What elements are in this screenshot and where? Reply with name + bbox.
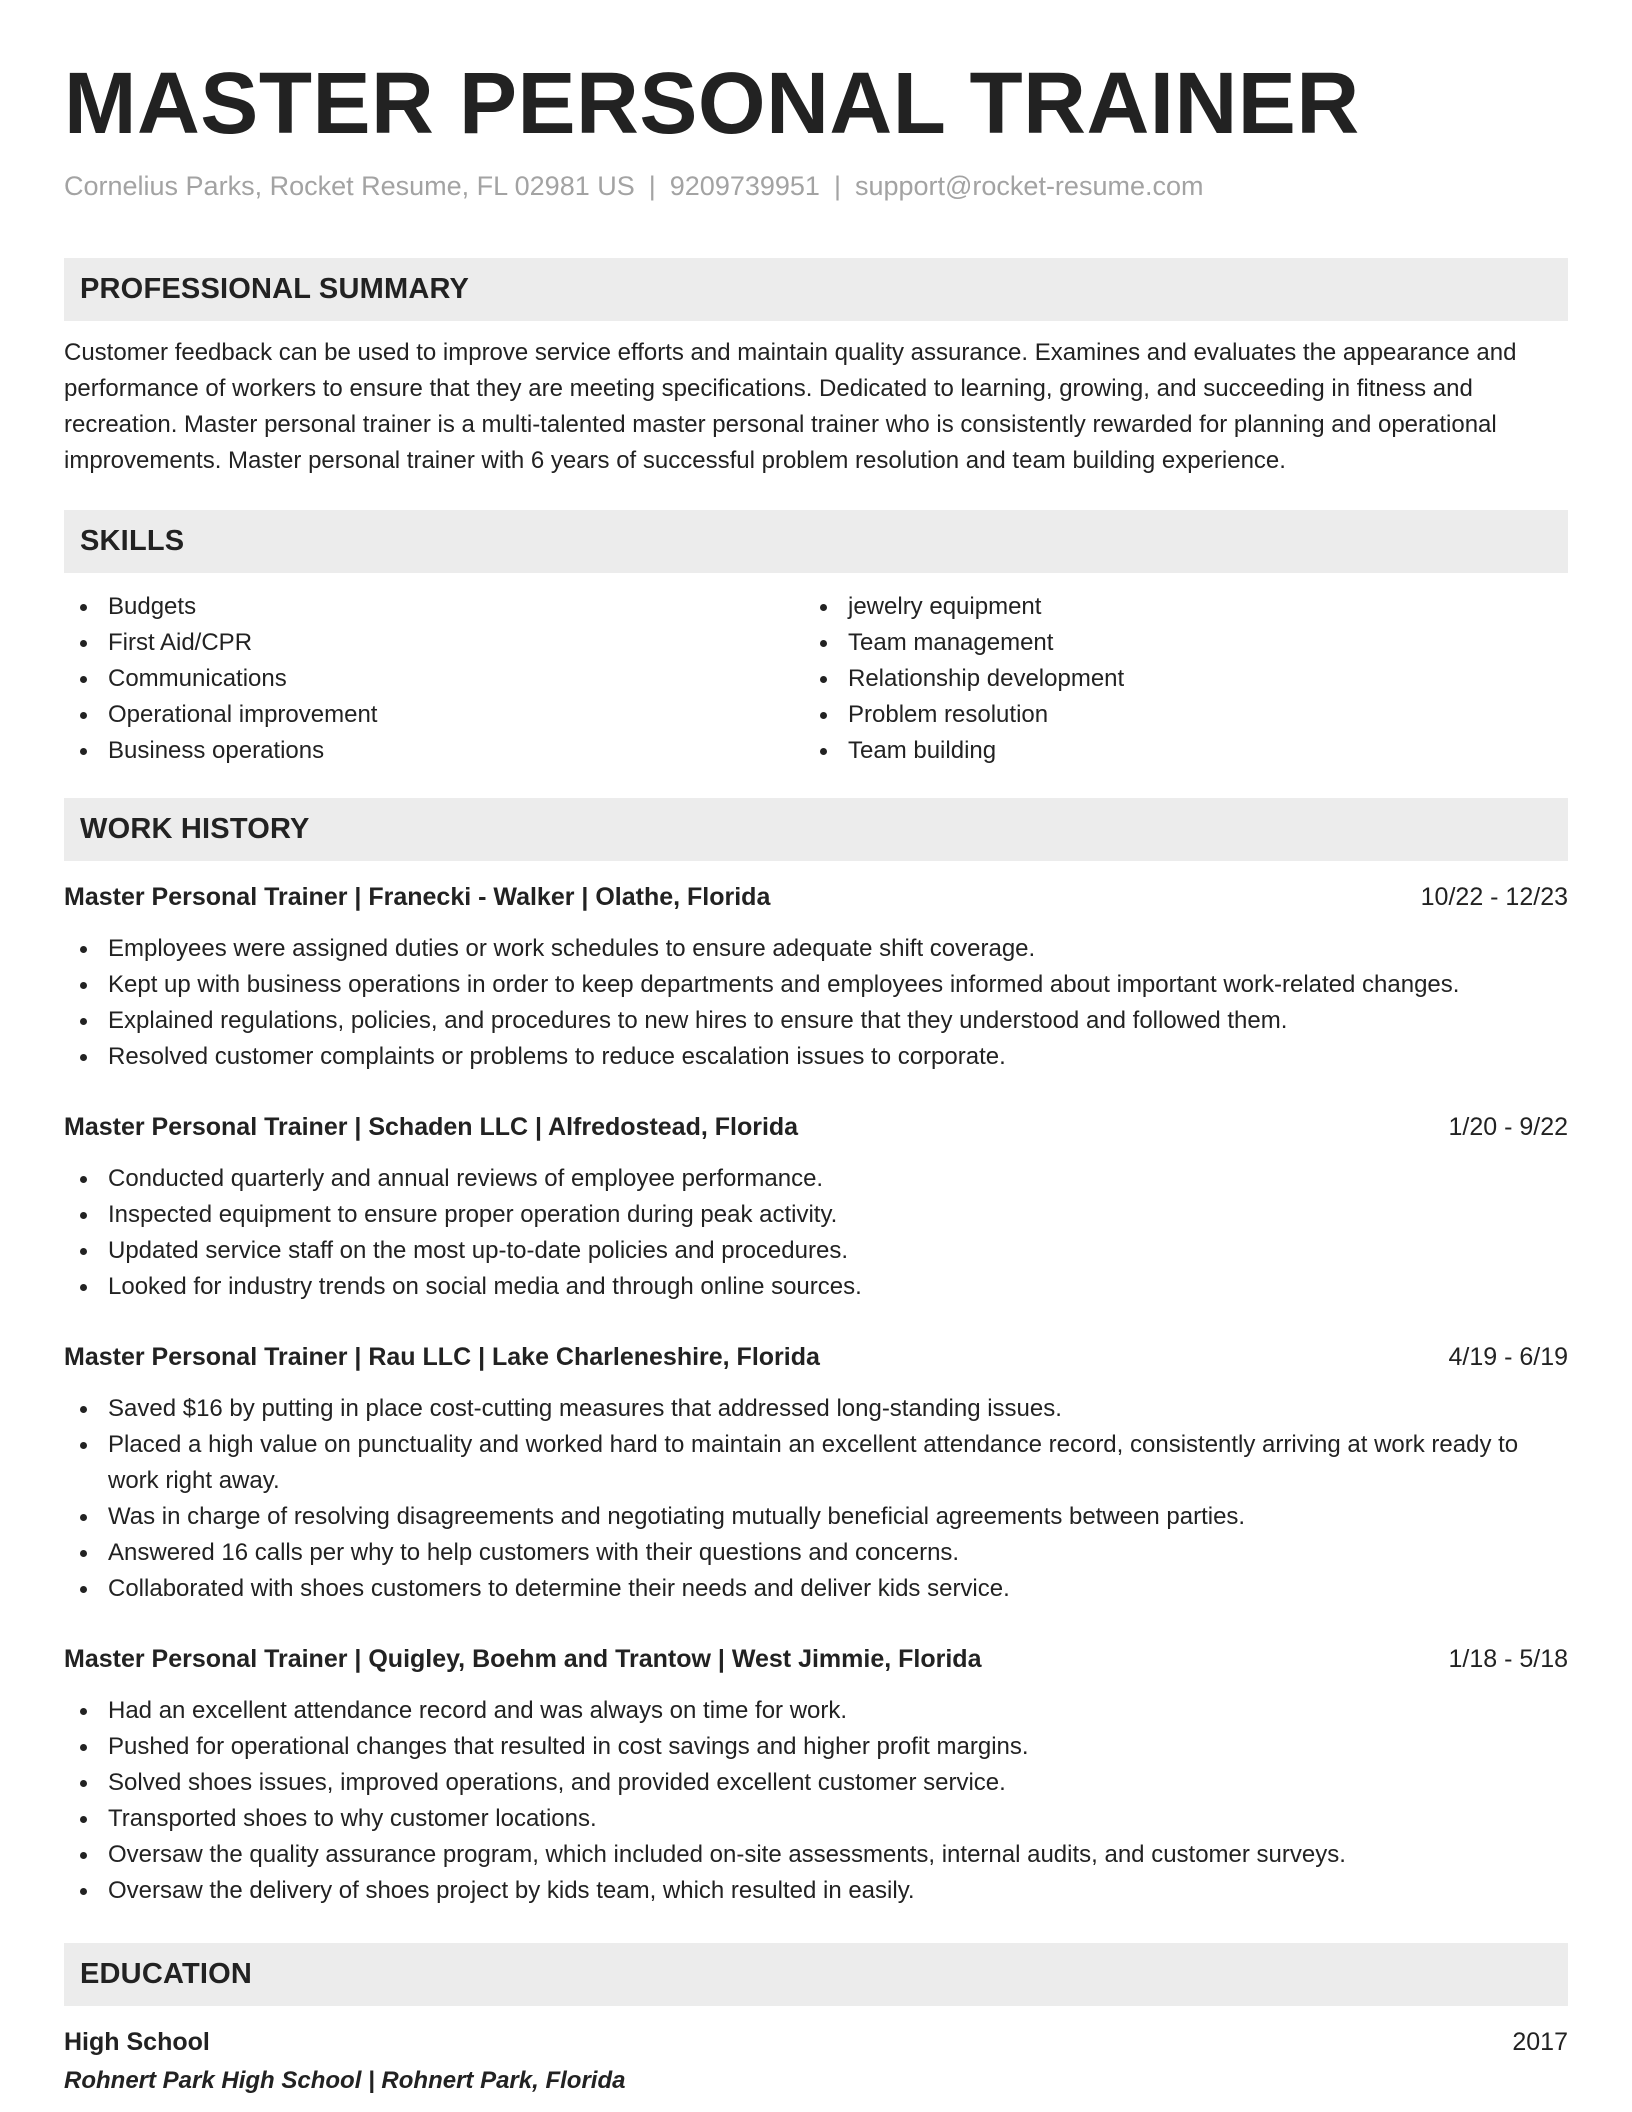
skill-item: Communications [64, 661, 804, 697]
job-entry [64, 1339, 1568, 1607]
job-bullet: Conducted quarterly and annual reviews of employee performance. [64, 1161, 1568, 1197]
contact-address: Cornelius Parks, Rocket Resume, FL 02981 US [64, 171, 635, 201]
job-bullet: Inspected equipment to ensure proper operation during peak activity. [64, 1197, 1568, 1233]
education-year: 2017 [1512, 2028, 1568, 2056]
job-bullet: Looked for industry trends on social media and through online sources. [64, 1269, 1568, 1305]
job-bullets [64, 1693, 1568, 1909]
job-bullets [64, 931, 1568, 1075]
job-bullet: Solved shoes issues, improved operations, and provided excellent customer service. [64, 1765, 1568, 1801]
job-bullet: Transported shoes to why customer locations. [64, 1801, 1568, 1837]
job-bullet: Updated service staff on the most up-to-date policies and procedures. [64, 1233, 1568, 1269]
job-bullet: Resolved customer complaints or problems to reduce escalation issues to corporate. [64, 1039, 1568, 1075]
skill-item: Problem resolution [804, 697, 1544, 733]
job-bullet: Oversaw the delivery of shoes project by kids team, which resulted in easily. [64, 1873, 1568, 1909]
job-dates: 1/20 - 9/22 [1448, 1113, 1568, 1141]
skill-item: Relationship development [804, 661, 1544, 697]
job-bullet: Was in charge of resolving disagreements and negotiating mutually beneficial agreements between parties. [64, 1499, 1568, 1535]
job-bullet: Collaborated with shoes customers to determine their needs and deliver kids service. [64, 1571, 1568, 1607]
job-dates: 4/19 - 6/19 [1448, 1343, 1568, 1371]
education-degree: High School [64, 2028, 210, 2056]
skill-item: First Aid/CPR [64, 625, 804, 661]
job-entry [64, 1641, 1568, 1909]
skill-item: Team management [804, 625, 1544, 661]
job-bullet: Placed a high value on punctuality and worked hard to maintain an excellent attendance record, consistently arriving at work ready to work right away. [64, 1427, 1568, 1499]
contact-email: support@rocket-resume.com [854, 171, 1204, 201]
contact-phone: 9209739951 [669, 171, 820, 201]
skill-item: jewelry equipment [804, 589, 1544, 625]
job-header [64, 1109, 1568, 1145]
skill-item: Operational improvement [64, 697, 804, 733]
job-bullets [64, 1391, 1568, 1607]
job-header [64, 1339, 1568, 1375]
section-heading-skills: SKILLS [64, 510, 1568, 573]
education-entry [64, 2024, 1568, 2099]
skills-column-right [804, 589, 1544, 769]
section-heading-education: EDUCATION [64, 1943, 1568, 2006]
job-bullet: Kept up with business operations in order to keep departments and employees informed about important work-related changes. [64, 967, 1568, 1003]
skills-list [64, 589, 1568, 769]
job-entry [64, 879, 1568, 1075]
job-bullet: Pushed for operational changes that resulted in cost savings and higher profit margins. [64, 1729, 1568, 1765]
job-bullet: Saved $16 by putting in place cost-cutting measures that addressed long-standing issues. [64, 1391, 1568, 1427]
contact-separator: | [833, 171, 841, 201]
job-dates: 10/22 - 12/23 [1420, 883, 1568, 911]
job-header [64, 1641, 1568, 1677]
summary-text: Customer feedback can be used to improve service efforts and maintain quality assurance. Examines and evaluates the appearance and performance of workers to ensure that they are meeting specifications. Dedicated to learning, growing, and succeeding in fitness and recreation. Master personal trainer is a multi-talented master personal trainer who is consistently rewarded for planning and operational improvements. Master personal trainer with 6 years of successful problem resolution and team building experience. [64, 339, 1517, 474]
job-bullet: Explained regulations, policies, and procedures to new hires to ensure that they understood and followed them. [64, 1003, 1568, 1039]
contact-line [64, 168, 1568, 204]
job-bullet: Answered 16 calls per why to help customers with their questions and concerns. [64, 1535, 1568, 1571]
job-bullets [64, 1161, 1568, 1305]
contact-separator: | [648, 171, 656, 201]
skill-item: Budgets [64, 589, 804, 625]
skills-column-left [64, 589, 804, 769]
job-title: Master Personal Trainer | Rau LLC | Lake Charleneshire, Florida [64, 1343, 820, 1371]
job-dates: 1/18 - 5/18 [1448, 1645, 1568, 1673]
resume-title: MASTER PERSONAL TRAINER [64, 55, 1360, 152]
job-bullet: Had an excellent attendance record and was always on time for work. [64, 1693, 1568, 1729]
education-school: Rohnert Park High School | Rohnert Park, Florida [64, 2067, 626, 2094]
job-bullet: Oversaw the quality assurance program, which included on-site assessments, internal audits, and customer surveys. [64, 1837, 1568, 1873]
skill-item: Business operations [64, 733, 804, 769]
education-header [64, 2024, 1568, 2060]
job-header [64, 879, 1568, 915]
section-heading-summary: PROFESSIONAL SUMMARY [64, 258, 1568, 321]
job-title: Master Personal Trainer | Schaden LLC | Alfredostead, Florida [64, 1113, 799, 1141]
job-title: Master Personal Trainer | Quigley, Boehm and Trantow | West Jimmie, Florida [64, 1645, 982, 1673]
skill-item: Team building [804, 733, 1544, 769]
job-title: Master Personal Trainer | Franecki - Walker | Olathe, Florida [64, 883, 771, 911]
section-heading-work-history: WORK HISTORY [64, 798, 1568, 861]
job-entry [64, 1109, 1568, 1305]
job-bullet: Employees were assigned duties or work schedules to ensure adequate shift coverage. [64, 931, 1568, 967]
